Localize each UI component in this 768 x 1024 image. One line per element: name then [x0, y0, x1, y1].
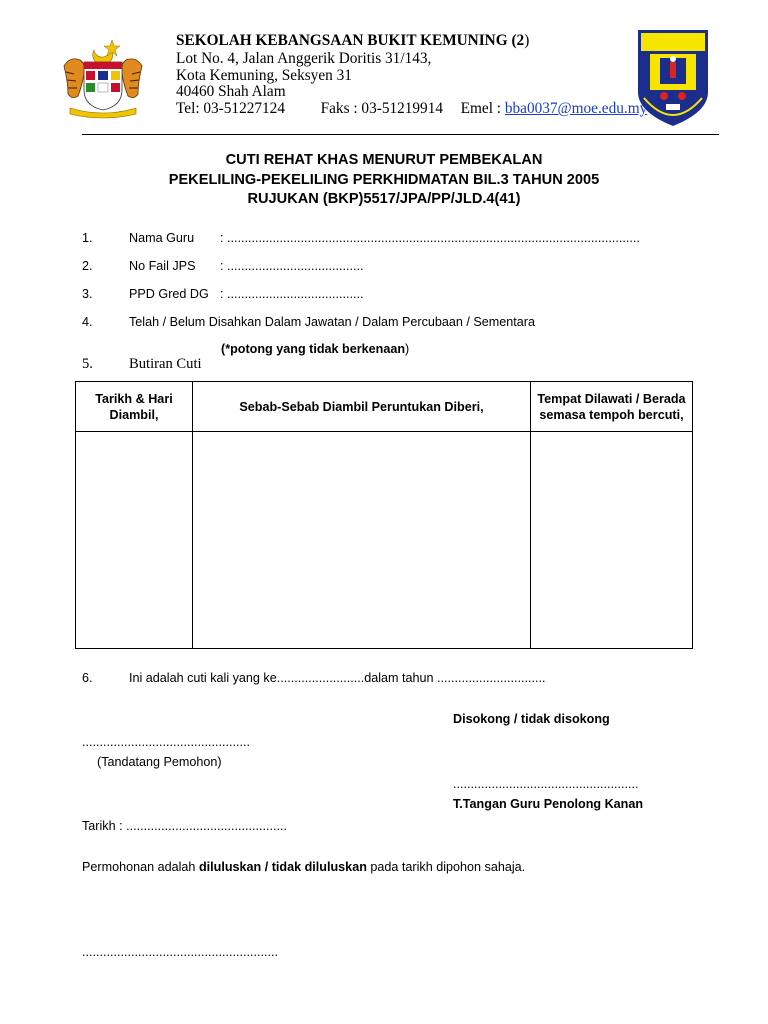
table-cell-date[interactable] — [76, 432, 192, 648]
field-2-number: 2. — [82, 259, 93, 273]
address-line-1: Lot No. 4, Jalan Anggerik Doritis 31/143, — [176, 50, 432, 67]
telephone: Tel: 03-51227124 — [176, 100, 285, 117]
form-title-line-2: PEKELILING-PEKELILING PERKHIDMATAN BIL.3 TAHUN 2005 — [168, 172, 600, 188]
address-line-3: 40460 Shah Alam — [176, 83, 286, 100]
contact-line — [176, 100, 647, 117]
approval-statement: Permohonan adalah diluluskan / tidak diluluskan pada tarikh dipohon sahaja. — [82, 860, 526, 874]
field-2-input-line[interactable]: : ....................................... — [220, 259, 364, 273]
gpk-signature-line[interactable]: ..................................................... — [453, 777, 639, 791]
table-header-place: Tempat Dilawati / Berada semasa tempoh bercuti, — [537, 391, 686, 422]
table-cell-reason[interactable] — [193, 432, 530, 648]
field-6-text[interactable]: Ini adalah cuti kali yang ke.........................dalam tahun ............................... — [129, 671, 546, 685]
malaysia-coat-of-arms-logo — [60, 36, 146, 122]
field-6-number: 6. — [82, 671, 93, 685]
table-cell-place[interactable] — [531, 432, 692, 648]
form-title-line-1: CUTI REHAT KHAS MENURUT PEMBEKALAN — [225, 152, 543, 168]
table-header-reason: Sebab-Sebab Diambil Peruntukan Diberi, — [239, 399, 484, 414]
email-link[interactable]: bba0037@moe.edu.my — [504, 100, 648, 117]
leave-details-table — [75, 381, 693, 649]
final-signature-line[interactable]: ........................................................ — [82, 945, 278, 959]
email-label: Emel : — [460, 100, 502, 117]
endorsement-label: Disokong / tidak disokong — [453, 712, 610, 726]
applicant-signature-label: (Tandatang Pemohon) — [97, 755, 222, 769]
header-divider — [82, 134, 719, 135]
table-header-date: Tarikh & Hari Diambil, — [95, 391, 173, 422]
school-name: SEKOLAH KEBANGSAAN BUKIT KEMUNING (2) — [176, 32, 530, 49]
strike-note: (*potong yang tidak berkenaan) — [221, 342, 410, 356]
date-field[interactable]: Tarikh : .............................................. — [82, 819, 288, 833]
field-5-label: Butiran Cuti — [129, 356, 202, 372]
field-1-number: 1. — [82, 231, 93, 245]
field-3-label: PPD Gred DG — [129, 287, 209, 301]
field-4-text: Telah / Belum Disahkan Dalam Jawatan / Dalam Percubaan / Sementara — [129, 315, 536, 329]
field-4-number: 4. — [82, 315, 93, 329]
field-3-number: 3. — [82, 287, 93, 301]
field-1-input-line[interactable]: : ...................................................................................................................... — [220, 231, 640, 245]
address-line-2: Kota Kemuning, Seksyen 31 — [176, 67, 352, 84]
form-title-line-3: RUJUKAN (BKP)5517/JPA/PP/JLD.4(41) — [247, 191, 521, 207]
field-2-label: No Fail JPS — [129, 259, 196, 273]
field-3-input-line[interactable]: : ....................................... — [220, 287, 364, 301]
fax: Faks : 03-51219914 — [320, 100, 444, 117]
gpk-signature-label: T.Tangan Guru Penolong Kanan — [453, 797, 644, 811]
applicant-signature-line[interactable]: ................................................ — [82, 735, 250, 749]
field-1-label: Nama Guru — [129, 231, 195, 245]
field-5-number: 5. — [82, 356, 93, 372]
